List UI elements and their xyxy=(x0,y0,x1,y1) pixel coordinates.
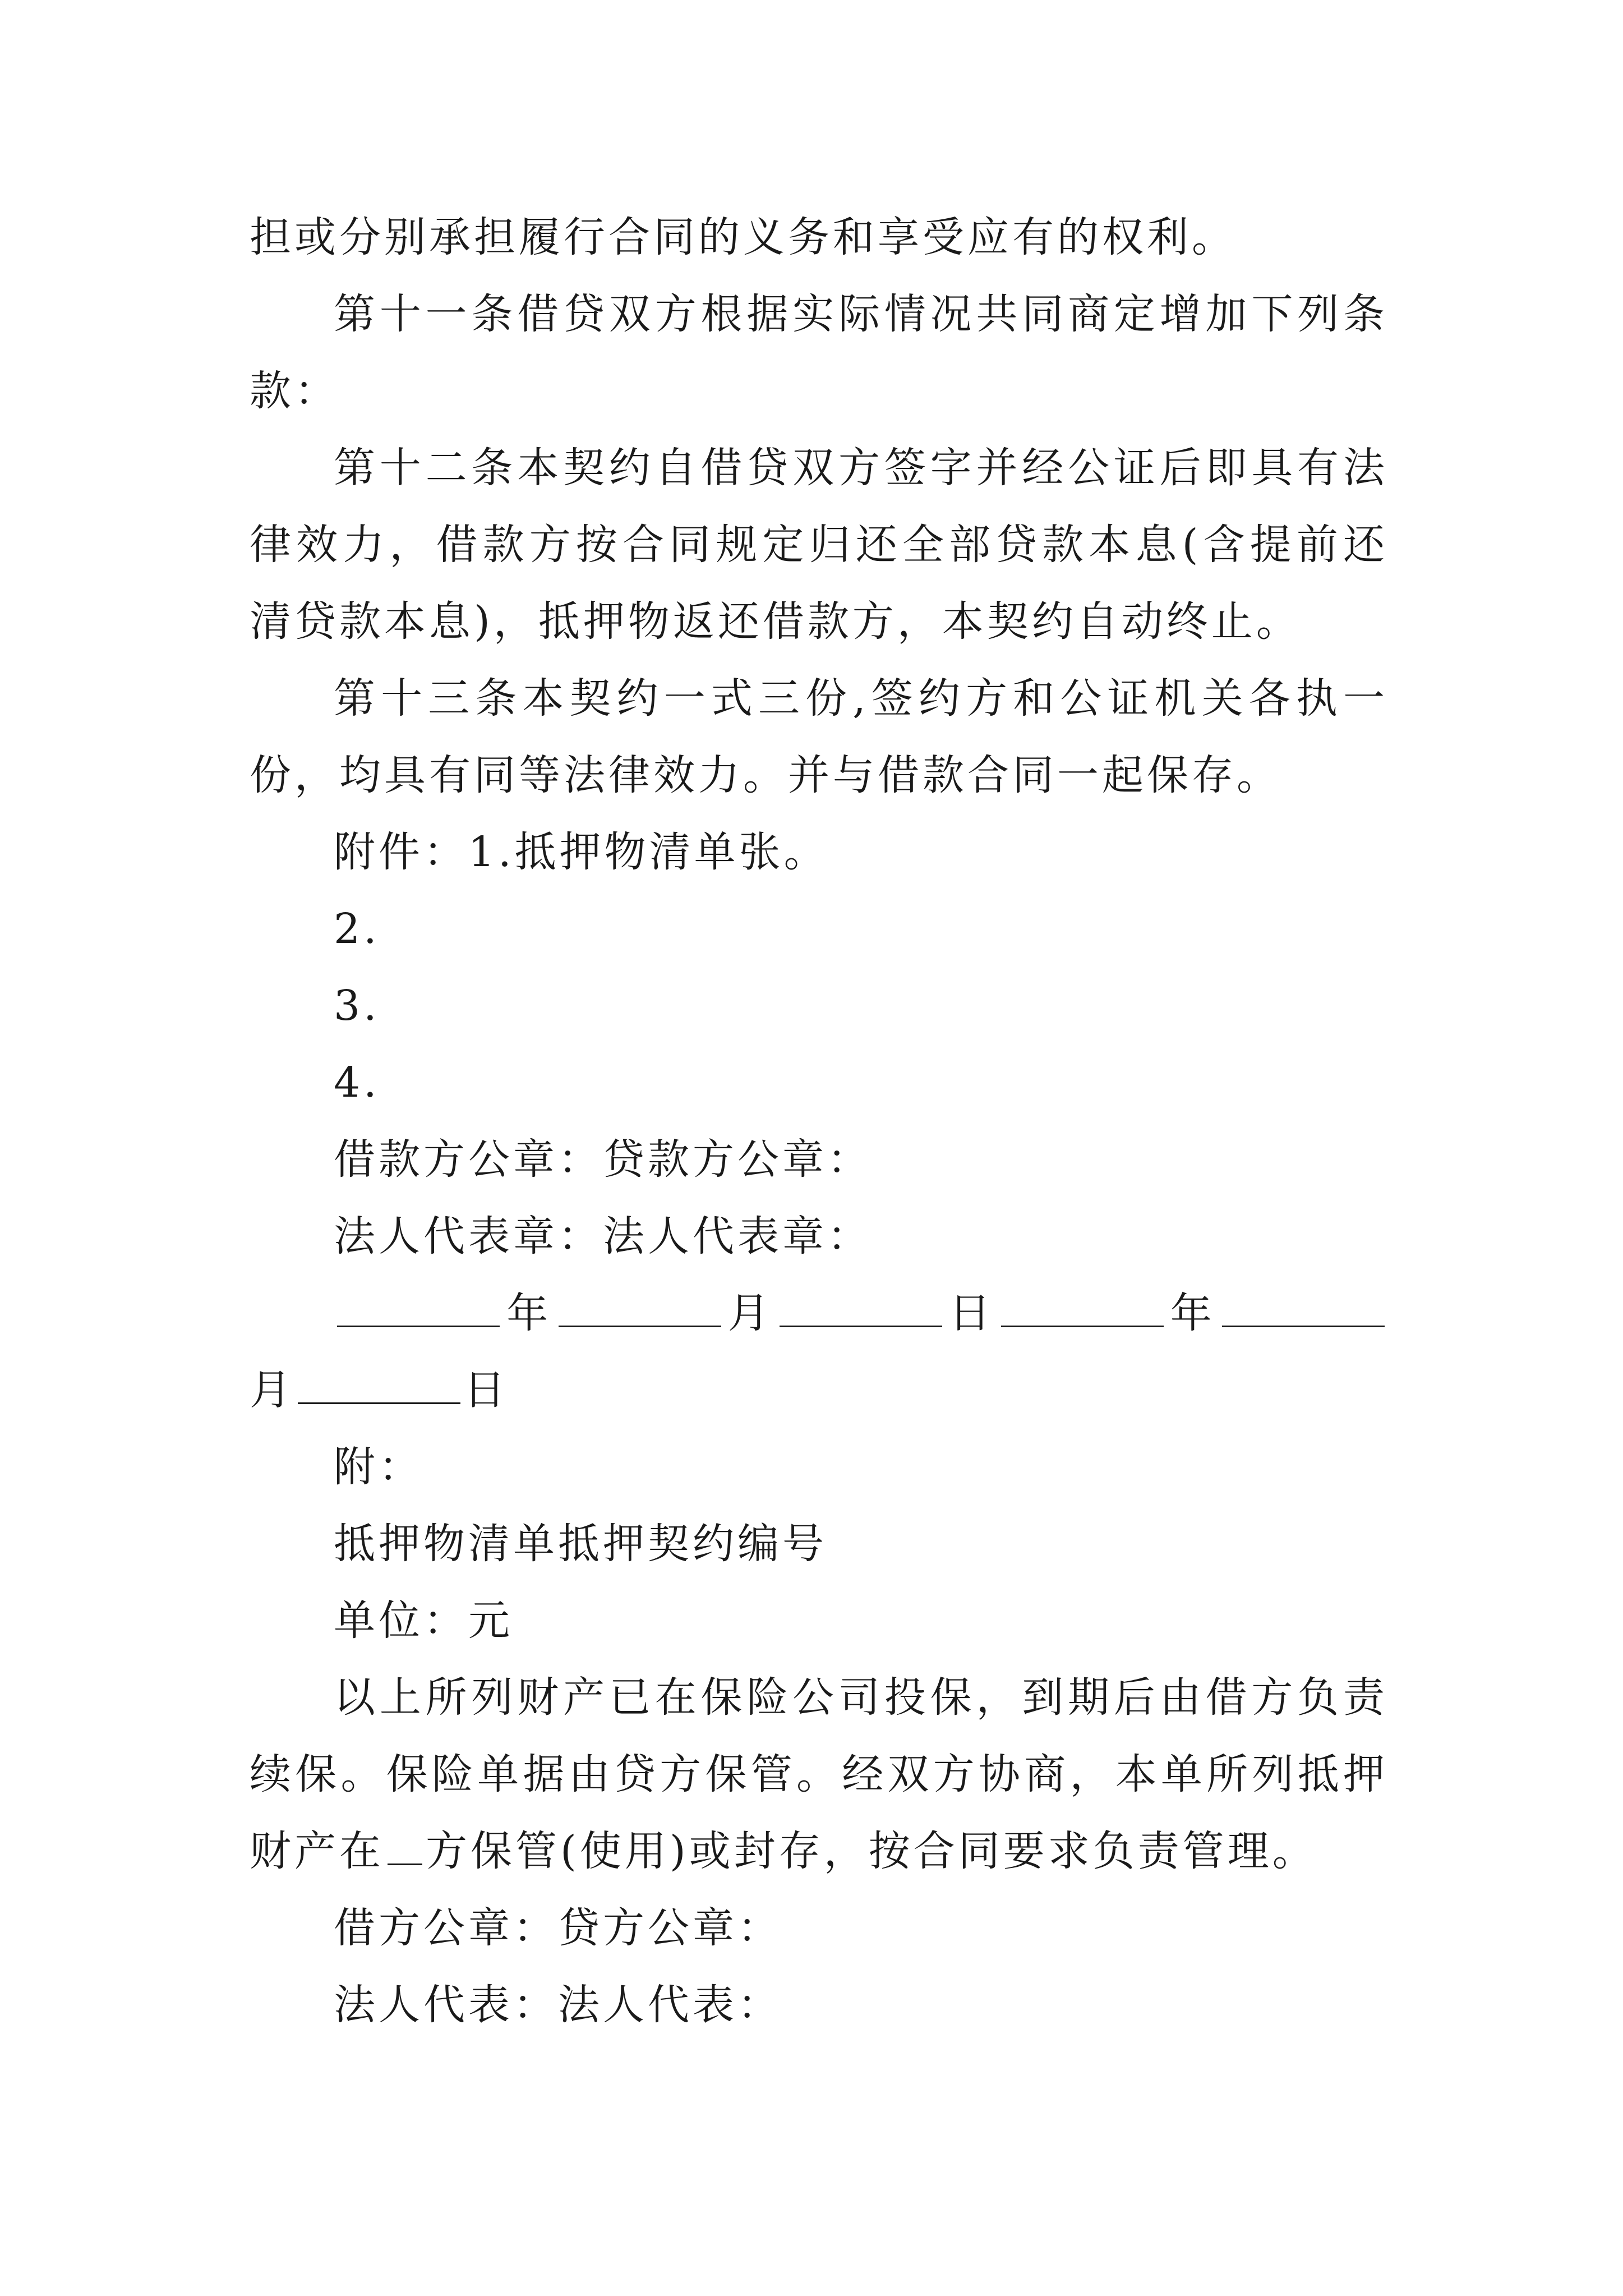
paragraph-article-12: 第十二条本契约自借贷双方签字并经公证后即具有法律效力，借款方按合同规定归还全部贷款本息(含提前还清贷款本息)，抵押物返还借款方，本契约自动终止。 xyxy=(250,444,1388,646)
paragraph-attachment-4: 4. xyxy=(334,1059,380,1107)
paragraph-unit: 单位：元 xyxy=(334,1596,513,1645)
paragraph-legal-representatives: 法人代表：法人代表： xyxy=(334,1981,782,2029)
month-1-label: 月 xyxy=(724,1289,776,1337)
paragraph-article-11: 第十一条借贷双方根据实际情况共同商定增加下列条款： xyxy=(250,290,1388,415)
year-2-blank xyxy=(1001,1291,1164,1327)
year-2-label: 年 xyxy=(1166,1289,1219,1337)
paragraph-obligations: 担或分别承担履行合同的义务和享受应有的权利。 xyxy=(250,213,1237,261)
date-line xyxy=(250,1275,1388,1429)
custodian-blank xyxy=(388,1829,422,1865)
paragraph-attachment-1: 附件：1.抵押物清单张。 xyxy=(334,828,829,876)
day-1-label: 日 xyxy=(946,1289,998,1337)
day-1-blank xyxy=(780,1291,942,1327)
day-2-label: 日 xyxy=(464,1366,509,1414)
month-2-label: 月 xyxy=(250,1366,294,1414)
paragraph-insurance xyxy=(250,1659,1388,1890)
day-2-blank xyxy=(298,1368,460,1404)
year-1-blank xyxy=(337,1291,500,1327)
paragraph-attachment-3: 3. xyxy=(334,982,380,1030)
paragraph-article-13: 第十三条本契约一式三份,签约方和公证机关各执一份，均具有同等法律效力。并与借款合同一起保存。 xyxy=(250,674,1388,799)
month-2-blank xyxy=(1222,1291,1385,1327)
paragraph-collateral-list-title: 抵押物清单抵押契约编号 xyxy=(334,1520,827,1568)
paragraph-legal-rep-seals: 法人代表章：法人代表章： xyxy=(334,1212,872,1260)
insurance-text-b: 方保管(使用)或封存，按合同要求负责管理。 xyxy=(426,1827,1317,1875)
paragraph-seals: 借款方公章：贷款方公章： xyxy=(334,1135,872,1184)
paragraph-attachment-2: 2. xyxy=(334,905,380,953)
insurance-text-a: 以上所列财产已在保险公司投保，到期后由借方负责续保。保险单据由贷方保管。经双方协商，本单所列抵押财产在 xyxy=(250,1673,1388,1875)
document-body xyxy=(250,199,1388,2044)
paragraph-party-seals: 借方公章：贷方公章： xyxy=(334,1904,782,1952)
year-1-label: 年 xyxy=(503,1289,555,1337)
month-1-blank xyxy=(559,1291,721,1327)
paragraph-appendix: 附： xyxy=(334,1443,423,1491)
